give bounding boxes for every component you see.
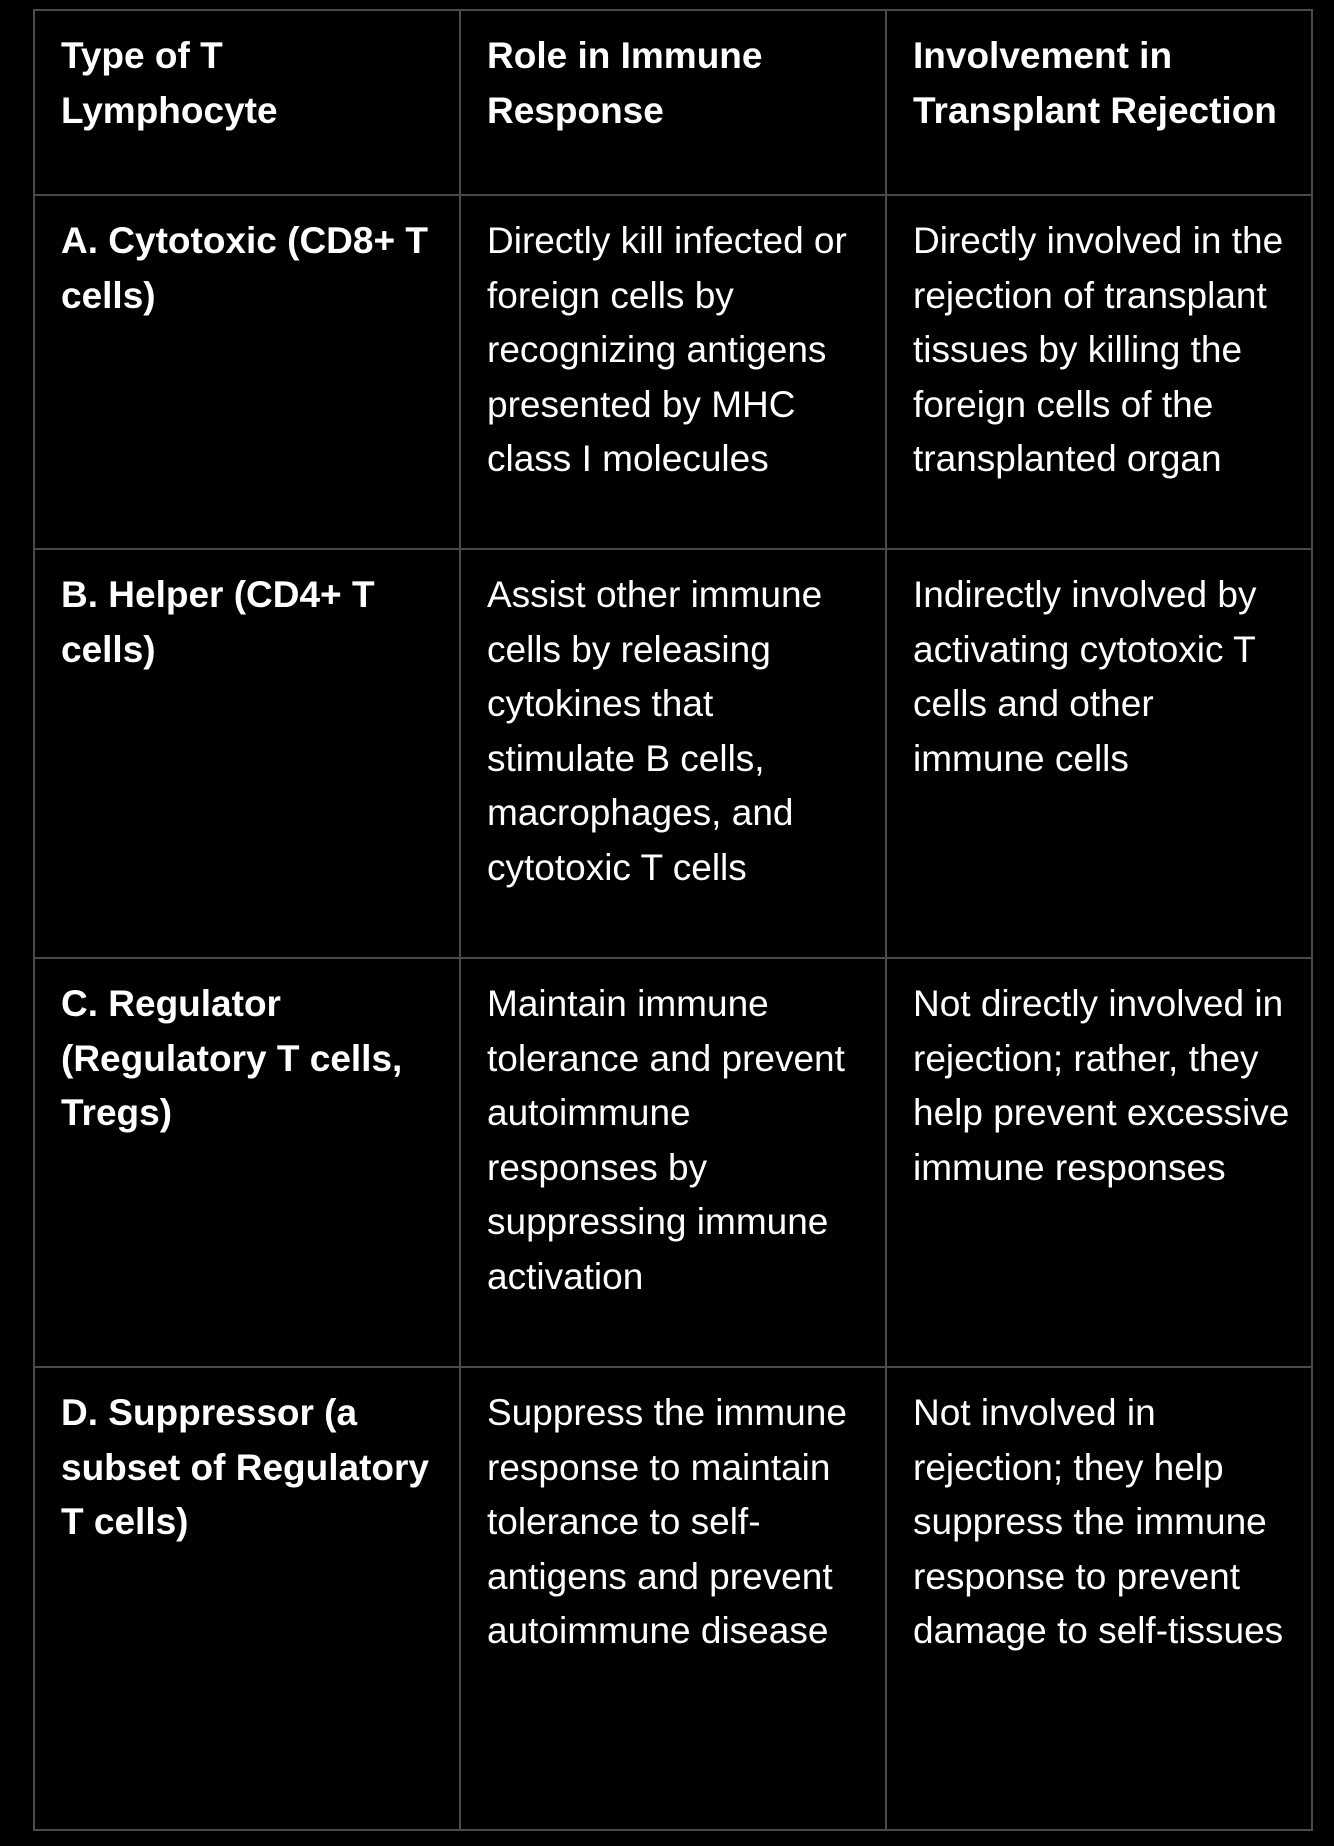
cell-involvement: Not directly involved in rejection; rather, they help prevent excessive immune responses xyxy=(886,958,1312,1367)
cell-role: Assist other immune cells by releasing cytokines that stimulate B cells, macrophages, and cytotoxic T cells xyxy=(460,549,886,958)
lymphocyte-table xyxy=(33,9,1313,1831)
cell-role: Maintain immune tolerance and prevent autoimmune responses by suppressing immune activation xyxy=(460,958,886,1367)
cell-involvement: Indirectly involved by activating cytotoxic T cells and other immune cells xyxy=(886,549,1312,958)
header-role: Role in Immune Response xyxy=(460,10,886,195)
cell-type: B. Helper (CD4+ T cells) xyxy=(34,549,460,958)
header-type: Type of T Lymphocyte xyxy=(34,10,460,195)
cell-involvement: Not involved in rejection; they help suppress the immune response to prevent damage to self-tissues xyxy=(886,1367,1312,1830)
cell-involvement: Directly involved in the rejection of transplant tissues by killing the foreign cells of the transplanted organ xyxy=(886,195,1312,549)
cell-type: D. Suppressor (a subset of Regulatory T cells) xyxy=(34,1367,460,1830)
cell-type: A. Cytotoxic (CD8+ T cells) xyxy=(34,195,460,549)
table-header-row xyxy=(34,10,1312,195)
table-row xyxy=(34,195,1312,549)
cell-type: C. Regulator (Regulatory T cells, Tregs) xyxy=(34,958,460,1367)
header-involvement: Involvement in Transplant Rejection xyxy=(886,10,1312,195)
table-row xyxy=(34,549,1312,958)
cell-role: Directly kill infected or foreign cells by recognizing antigens presented by MHC class I molecules xyxy=(460,195,886,549)
cell-role: Suppress the immune response to maintain tolerance to self-antigens and prevent autoimmune disease xyxy=(460,1367,886,1830)
table-row xyxy=(34,1367,1312,1830)
lymphocyte-table-container xyxy=(33,9,1311,1831)
table-row xyxy=(34,958,1312,1367)
